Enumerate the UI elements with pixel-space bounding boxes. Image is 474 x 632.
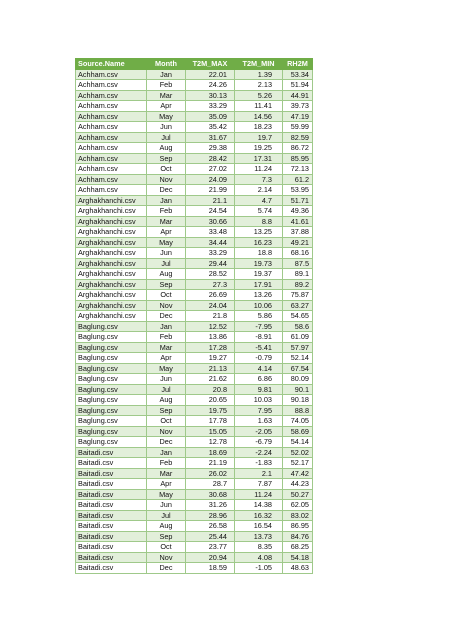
rh2m-cell[interactable]: 59.99	[283, 122, 313, 133]
t2m-max-cell[interactable]: 29.44	[186, 258, 235, 269]
table-row	[76, 468, 313, 479]
source-name-cell[interactable]: Baitadi.csv	[76, 458, 147, 469]
t2m-max-cell[interactable]: 31.26	[186, 500, 235, 511]
table-row	[76, 111, 313, 122]
t2m-min-cell[interactable]: 8.35	[235, 542, 283, 553]
rh2m-cell[interactable]: 61.2	[283, 174, 313, 185]
month-cell[interactable]: Mar	[147, 468, 186, 479]
source-name-cell[interactable]: Arghakhanchi.csv	[76, 195, 147, 206]
rh2m-cell[interactable]: 44.91	[283, 90, 313, 101]
t2m-min-cell[interactable]: 16.54	[235, 521, 283, 532]
table-row	[76, 185, 313, 196]
t2m-max-cell[interactable]: 28.96	[186, 510, 235, 521]
t2m-max-cell[interactable]: 35.42	[186, 122, 235, 133]
rh2m-cell[interactable]: 52.02	[283, 447, 313, 458]
t2m-min-cell[interactable]: 13.25	[235, 227, 283, 238]
source-name-cell[interactable]: Baglung.csv	[76, 332, 147, 343]
t2m-max-cell[interactable]: 13.86	[186, 332, 235, 343]
month-cell[interactable]: Oct	[147, 164, 186, 175]
t2m-max-cell[interactable]: 27.02	[186, 164, 235, 175]
t2m-max-cell[interactable]: 33.29	[186, 248, 235, 259]
month-cell[interactable]: Sep	[147, 531, 186, 542]
table-row	[76, 332, 313, 343]
table-row	[76, 227, 313, 238]
table-row	[76, 531, 313, 542]
t2m-max-cell[interactable]: 27.3	[186, 279, 235, 290]
table-row	[76, 101, 313, 112]
rh2m-cell[interactable]: 90.1	[283, 384, 313, 395]
t2m-min-cell[interactable]: 14.56	[235, 111, 283, 122]
rh2m-cell[interactable]: 51.94	[283, 80, 313, 91]
source-name-cell[interactable]: Baitadi.csv	[76, 531, 147, 542]
table-row	[76, 69, 313, 80]
rh2m-cell[interactable]: 49.36	[283, 206, 313, 217]
rh2m-cell[interactable]: 57.97	[283, 342, 313, 353]
source-name-cell[interactable]: Achham.csv	[76, 111, 147, 122]
month-cell[interactable]: Jun	[147, 248, 186, 259]
table-row	[76, 206, 313, 217]
t2m-min-cell[interactable]: 11.24	[235, 489, 283, 500]
month-cell[interactable]: Nov	[147, 426, 186, 437]
rh2m-cell[interactable]: 54.18	[283, 552, 313, 563]
column-header-rh2m[interactable]: RH2M	[283, 59, 313, 70]
rh2m-cell[interactable]: 54.65	[283, 311, 313, 322]
t2m-min-cell[interactable]: 18.8	[235, 248, 283, 259]
source-name-cell[interactable]: Arghakhanchi.csv	[76, 206, 147, 217]
source-name-cell[interactable]: Arghakhanchi.csv	[76, 248, 147, 259]
month-cell[interactable]: Jun	[147, 122, 186, 133]
month-cell[interactable]: Feb	[147, 332, 186, 343]
t2m-max-cell[interactable]: 21.19	[186, 458, 235, 469]
t2m-min-cell[interactable]: 9.81	[235, 384, 283, 395]
t2m-max-cell[interactable]: 20.65	[186, 395, 235, 406]
t2m-min-cell[interactable]: 19.73	[235, 258, 283, 269]
t2m-max-cell[interactable]: 21.1	[186, 195, 235, 206]
t2m-max-cell[interactable]: 30.13	[186, 90, 235, 101]
source-name-cell[interactable]: Achham.csv	[76, 132, 147, 143]
rh2m-cell[interactable]: 50.27	[283, 489, 313, 500]
t2m-min-cell[interactable]: -0.79	[235, 353, 283, 364]
month-cell[interactable]: Jan	[147, 195, 186, 206]
t2m-min-cell[interactable]: 10.03	[235, 395, 283, 406]
t2m-min-cell[interactable]: 19.25	[235, 143, 283, 154]
t2m-max-cell[interactable]: 17.28	[186, 342, 235, 353]
rh2m-cell[interactable]: 85.95	[283, 153, 313, 164]
month-cell[interactable]: Dec	[147, 311, 186, 322]
table-row	[76, 237, 313, 248]
source-name-cell[interactable]: Baitadi.csv	[76, 563, 147, 574]
t2m-max-cell[interactable]: 22.01	[186, 69, 235, 80]
t2m-max-cell[interactable]: 15.05	[186, 426, 235, 437]
month-cell[interactable]: Apr	[147, 479, 186, 490]
table-row	[76, 311, 313, 322]
source-name-cell[interactable]: Achham.csv	[76, 185, 147, 196]
rh2m-cell[interactable]: 41.61	[283, 216, 313, 227]
source-name-cell[interactable]: Baglung.csv	[76, 321, 147, 332]
source-name-cell[interactable]: Arghakhanchi.csv	[76, 227, 147, 238]
t2m-max-cell[interactable]: 18.59	[186, 563, 235, 574]
table-row	[76, 437, 313, 448]
t2m-max-cell[interactable]: 21.99	[186, 185, 235, 196]
source-name-cell[interactable]: Achham.csv	[76, 164, 147, 175]
month-cell[interactable]: Jan	[147, 321, 186, 332]
t2m-max-cell[interactable]: 17.78	[186, 416, 235, 427]
t2m-min-cell[interactable]: 16.23	[235, 237, 283, 248]
rh2m-cell[interactable]: 47.42	[283, 468, 313, 479]
table-row	[76, 542, 313, 553]
rh2m-cell[interactable]: 86.72	[283, 143, 313, 154]
source-name-cell[interactable]: Arghakhanchi.csv	[76, 279, 147, 290]
month-cell[interactable]: Sep	[147, 279, 186, 290]
table-row	[76, 500, 313, 511]
t2m-min-cell[interactable]: 7.87	[235, 479, 283, 490]
table-row	[76, 405, 313, 416]
table-row	[76, 363, 313, 374]
month-cell[interactable]: May	[147, 111, 186, 122]
month-cell[interactable]: Apr	[147, 227, 186, 238]
month-cell[interactable]: Oct	[147, 290, 186, 301]
source-name-cell[interactable]: Achham.csv	[76, 174, 147, 185]
t2m-max-cell[interactable]: 26.58	[186, 521, 235, 532]
t2m-max-cell[interactable]: 30.66	[186, 216, 235, 227]
source-name-cell[interactable]: Achham.csv	[76, 69, 147, 80]
source-name-cell[interactable]: Baglung.csv	[76, 426, 147, 437]
table-row	[76, 479, 313, 490]
month-cell[interactable]: Nov	[147, 300, 186, 311]
t2m-max-cell[interactable]: 20.94	[186, 552, 235, 563]
t2m-max-cell[interactable]: 21.8	[186, 311, 235, 322]
month-cell[interactable]: Mar	[147, 342, 186, 353]
rh2m-cell[interactable]: 84.76	[283, 531, 313, 542]
month-cell[interactable]: Jul	[147, 510, 186, 521]
source-name-cell[interactable]: Baglung.csv	[76, 342, 147, 353]
table-row	[76, 384, 313, 395]
source-name-cell[interactable]: Baitadi.csv	[76, 542, 147, 553]
table-row	[76, 458, 313, 469]
rh2m-cell[interactable]: 67.54	[283, 363, 313, 374]
month-cell[interactable]: Nov	[147, 174, 186, 185]
source-name-cell[interactable]: Baglung.csv	[76, 384, 147, 395]
source-name-cell[interactable]: Baglung.csv	[76, 437, 147, 448]
t2m-min-cell[interactable]: -7.95	[235, 321, 283, 332]
t2m-max-cell[interactable]: 24.26	[186, 80, 235, 91]
rh2m-cell[interactable]: 49.21	[283, 237, 313, 248]
month-cell[interactable]: Jun	[147, 500, 186, 511]
month-cell[interactable]: Feb	[147, 80, 186, 91]
rh2m-cell[interactable]: 61.09	[283, 332, 313, 343]
t2m-min-cell[interactable]: 10.06	[235, 300, 283, 311]
t2m-max-cell[interactable]: 26.02	[186, 468, 235, 479]
source-name-cell[interactable]: Arghakhanchi.csv	[76, 258, 147, 269]
t2m-max-cell[interactable]: 25.44	[186, 531, 235, 542]
source-name-cell[interactable]: Baglung.csv	[76, 353, 147, 364]
table-row	[76, 143, 313, 154]
rh2m-cell[interactable]: 86.95	[283, 521, 313, 532]
rh2m-cell[interactable]: 63.27	[283, 300, 313, 311]
data-table	[75, 58, 313, 574]
t2m-max-cell[interactable]: 28.42	[186, 153, 235, 164]
t2m-min-cell[interactable]: 8.8	[235, 216, 283, 227]
source-name-cell[interactable]: Baitadi.csv	[76, 479, 147, 490]
t2m-min-cell[interactable]: 11.24	[235, 164, 283, 175]
t2m-min-cell[interactable]: 19.37	[235, 269, 283, 280]
t2m-min-cell[interactable]: 4.08	[235, 552, 283, 563]
t2m-min-cell[interactable]: -5.41	[235, 342, 283, 353]
source-name-cell[interactable]: Baitadi.csv	[76, 447, 147, 458]
source-name-cell[interactable]: Arghakhanchi.csv	[76, 216, 147, 227]
t2m-min-cell[interactable]: 19.7	[235, 132, 283, 143]
table-row	[76, 447, 313, 458]
month-cell[interactable]: Jan	[147, 69, 186, 80]
t2m-max-cell[interactable]: 28.7	[186, 479, 235, 490]
source-name-cell[interactable]: Baitadi.csv	[76, 510, 147, 521]
rh2m-cell[interactable]: 48.63	[283, 563, 313, 574]
t2m-max-cell[interactable]: 20.8	[186, 384, 235, 395]
rh2m-cell[interactable]: 54.14	[283, 437, 313, 448]
t2m-min-cell[interactable]: -8.91	[235, 332, 283, 343]
table-row	[76, 521, 313, 532]
source-name-cell[interactable]: Baglung.csv	[76, 363, 147, 374]
column-header-source-name[interactable]: Source.Name	[76, 59, 147, 70]
source-name-cell[interactable]: Baglung.csv	[76, 416, 147, 427]
month-cell[interactable]: Jul	[147, 258, 186, 269]
rh2m-cell[interactable]: 58.69	[283, 426, 313, 437]
t2m-max-cell[interactable]: 33.48	[186, 227, 235, 238]
table-row	[76, 489, 313, 500]
t2m-min-cell[interactable]: 5.26	[235, 90, 283, 101]
table-row	[76, 416, 313, 427]
rh2m-cell[interactable]: 88.8	[283, 405, 313, 416]
t2m-min-cell[interactable]: -1.05	[235, 563, 283, 574]
month-cell[interactable]: Jun	[147, 374, 186, 385]
month-cell[interactable]: Sep	[147, 405, 186, 416]
t2m-max-cell[interactable]: 26.69	[186, 290, 235, 301]
month-cell[interactable]: Aug	[147, 521, 186, 532]
t2m-min-cell[interactable]: 2.14	[235, 185, 283, 196]
rh2m-cell[interactable]: 53.95	[283, 185, 313, 196]
t2m-min-cell[interactable]: -1.83	[235, 458, 283, 469]
table-row	[76, 195, 313, 206]
month-cell[interactable]: Aug	[147, 143, 186, 154]
month-cell[interactable]: Mar	[147, 216, 186, 227]
source-name-cell[interactable]: Baitadi.csv	[76, 521, 147, 532]
month-cell[interactable]: Jul	[147, 384, 186, 395]
t2m-max-cell[interactable]: 24.54	[186, 206, 235, 217]
t2m-min-cell[interactable]: 11.41	[235, 101, 283, 112]
table-row	[76, 216, 313, 227]
source-name-cell[interactable]: Arghakhanchi.csv	[76, 311, 147, 322]
month-cell[interactable]: May	[147, 363, 186, 374]
rh2m-cell[interactable]: 82.59	[283, 132, 313, 143]
t2m-max-cell[interactable]: 30.68	[186, 489, 235, 500]
table-body	[76, 69, 313, 573]
table-row	[76, 353, 313, 364]
month-cell[interactable]: Dec	[147, 185, 186, 196]
t2m-min-cell[interactable]: 17.91	[235, 279, 283, 290]
column-header-month[interactable]: Month	[147, 59, 186, 70]
t2m-min-cell[interactable]: -2.24	[235, 447, 283, 458]
table-row	[76, 80, 313, 91]
t2m-max-cell[interactable]: 34.44	[186, 237, 235, 248]
t2m-min-cell[interactable]: 1.63	[235, 416, 283, 427]
table-row	[76, 279, 313, 290]
table-row	[76, 300, 313, 311]
t2m-min-cell[interactable]: 17.31	[235, 153, 283, 164]
month-cell[interactable]: Aug	[147, 269, 186, 280]
t2m-max-cell[interactable]: 18.69	[186, 447, 235, 458]
month-cell[interactable]: Mar	[147, 90, 186, 101]
table-row	[76, 321, 313, 332]
source-name-cell[interactable]: Achham.csv	[76, 122, 147, 133]
t2m-max-cell[interactable]: 12.52	[186, 321, 235, 332]
source-name-cell[interactable]: Achham.csv	[76, 80, 147, 91]
t2m-max-cell[interactable]: 19.75	[186, 405, 235, 416]
rh2m-cell[interactable]: 89.1	[283, 269, 313, 280]
t2m-min-cell[interactable]: 13.73	[235, 531, 283, 542]
source-name-cell[interactable]: Achham.csv	[76, 153, 147, 164]
t2m-min-cell[interactable]: 7.3	[235, 174, 283, 185]
rh2m-cell[interactable]: 51.71	[283, 195, 313, 206]
rh2m-cell[interactable]: 83.02	[283, 510, 313, 521]
month-cell[interactable]: Feb	[147, 206, 186, 217]
t2m-max-cell[interactable]: 29.38	[186, 143, 235, 154]
column-header-t2m-min[interactable]: T2M_MIN	[235, 59, 283, 70]
t2m-min-cell[interactable]: 7.95	[235, 405, 283, 416]
t2m-min-cell[interactable]: -6.79	[235, 437, 283, 448]
t2m-min-cell[interactable]: -2.05	[235, 426, 283, 437]
rh2m-cell[interactable]: 68.16	[283, 248, 313, 259]
table-row	[76, 552, 313, 563]
rh2m-cell[interactable]: 74.05	[283, 416, 313, 427]
t2m-max-cell[interactable]: 24.09	[186, 174, 235, 185]
rh2m-cell[interactable]: 90.18	[283, 395, 313, 406]
source-name-cell[interactable]: Arghakhanchi.csv	[76, 300, 147, 311]
table-row	[76, 510, 313, 521]
rh2m-cell[interactable]: 75.87	[283, 290, 313, 301]
source-name-cell[interactable]: Arghakhanchi.csv	[76, 290, 147, 301]
month-cell[interactable]: Dec	[147, 437, 186, 448]
source-name-cell[interactable]: Baitadi.csv	[76, 468, 147, 479]
rh2m-cell[interactable]: 47.19	[283, 111, 313, 122]
t2m-min-cell[interactable]: 4.14	[235, 363, 283, 374]
t2m-min-cell[interactable]: 1.39	[235, 69, 283, 80]
t2m-min-cell[interactable]: 13.26	[235, 290, 283, 301]
t2m-min-cell[interactable]: 2.13	[235, 80, 283, 91]
t2m-max-cell[interactable]: 21.13	[186, 363, 235, 374]
t2m-min-cell[interactable]: 4.7	[235, 195, 283, 206]
t2m-max-cell[interactable]: 12.78	[186, 437, 235, 448]
table-row	[76, 153, 313, 164]
rh2m-cell[interactable]: 52.14	[283, 353, 313, 364]
t2m-min-cell[interactable]: 5.86	[235, 311, 283, 322]
source-name-cell[interactable]: Arghakhanchi.csv	[76, 269, 147, 280]
table-row	[76, 290, 313, 301]
header-row	[76, 59, 313, 70]
rh2m-cell[interactable]: 53.34	[283, 69, 313, 80]
source-name-cell[interactable]: Baglung.csv	[76, 374, 147, 385]
source-name-cell[interactable]: Baitadi.csv	[76, 489, 147, 500]
rh2m-cell[interactable]: 80.09	[283, 374, 313, 385]
rh2m-cell[interactable]: 72.13	[283, 164, 313, 175]
t2m-min-cell[interactable]: 5.74	[235, 206, 283, 217]
month-cell[interactable]: Jan	[147, 447, 186, 458]
rh2m-cell[interactable]: 58.6	[283, 321, 313, 332]
month-cell[interactable]: Jul	[147, 132, 186, 143]
month-cell[interactable]: Apr	[147, 101, 186, 112]
source-name-cell[interactable]: Achham.csv	[76, 143, 147, 154]
t2m-max-cell[interactable]: 31.67	[186, 132, 235, 143]
month-cell[interactable]: Feb	[147, 458, 186, 469]
rh2m-cell[interactable]: 87.5	[283, 258, 313, 269]
table-row	[76, 563, 313, 574]
rh2m-cell[interactable]: 39.73	[283, 101, 313, 112]
t2m-min-cell[interactable]: 14.38	[235, 500, 283, 511]
rh2m-cell[interactable]: 44.23	[283, 479, 313, 490]
t2m-min-cell[interactable]: 2.1	[235, 468, 283, 479]
month-cell[interactable]: May	[147, 489, 186, 500]
t2m-max-cell[interactable]: 35.09	[186, 111, 235, 122]
source-name-cell[interactable]: Achham.csv	[76, 90, 147, 101]
source-name-cell[interactable]: Baitadi.csv	[76, 552, 147, 563]
month-cell[interactable]: Oct	[147, 416, 186, 427]
t2m-max-cell[interactable]: 21.62	[186, 374, 235, 385]
t2m-min-cell[interactable]: 16.32	[235, 510, 283, 521]
month-cell[interactable]: Oct	[147, 542, 186, 553]
rh2m-cell[interactable]: 89.2	[283, 279, 313, 290]
table-row	[76, 374, 313, 385]
rh2m-cell[interactable]: 37.88	[283, 227, 313, 238]
t2m-min-cell[interactable]: 6.86	[235, 374, 283, 385]
month-cell[interactable]: Nov	[147, 552, 186, 563]
source-name-cell[interactable]: Baglung.csv	[76, 405, 147, 416]
column-header-t2m-max[interactable]: T2M_MAX	[186, 59, 235, 70]
rh2m-cell[interactable]: 62.05	[283, 500, 313, 511]
table-row	[76, 342, 313, 353]
t2m-max-cell[interactable]: 19.27	[186, 353, 235, 364]
table-row	[76, 174, 313, 185]
month-cell[interactable]: Aug	[147, 395, 186, 406]
source-name-cell[interactable]: Arghakhanchi.csv	[76, 237, 147, 248]
t2m-min-cell[interactable]: 18.23	[235, 122, 283, 133]
table-row	[76, 122, 313, 133]
t2m-max-cell[interactable]: 24.04	[186, 300, 235, 311]
table-row	[76, 426, 313, 437]
table-row	[76, 269, 313, 280]
month-cell[interactable]: Sep	[147, 153, 186, 164]
table-row	[76, 258, 313, 269]
t2m-max-cell[interactable]: 28.52	[186, 269, 235, 280]
table-row	[76, 90, 313, 101]
table-row	[76, 132, 313, 143]
source-name-cell[interactable]: Baglung.csv	[76, 395, 147, 406]
source-name-cell[interactable]: Baitadi.csv	[76, 500, 147, 511]
rh2m-cell[interactable]: 52.17	[283, 458, 313, 469]
source-name-cell[interactable]: Achham.csv	[76, 101, 147, 112]
table-row	[76, 248, 313, 259]
month-cell[interactable]: May	[147, 237, 186, 248]
rh2m-cell[interactable]: 68.25	[283, 542, 313, 553]
month-cell[interactable]: Apr	[147, 353, 186, 364]
month-cell[interactable]: Dec	[147, 563, 186, 574]
t2m-max-cell[interactable]: 23.77	[186, 542, 235, 553]
table-row	[76, 164, 313, 175]
table-row	[76, 395, 313, 406]
t2m-max-cell[interactable]: 33.29	[186, 101, 235, 112]
